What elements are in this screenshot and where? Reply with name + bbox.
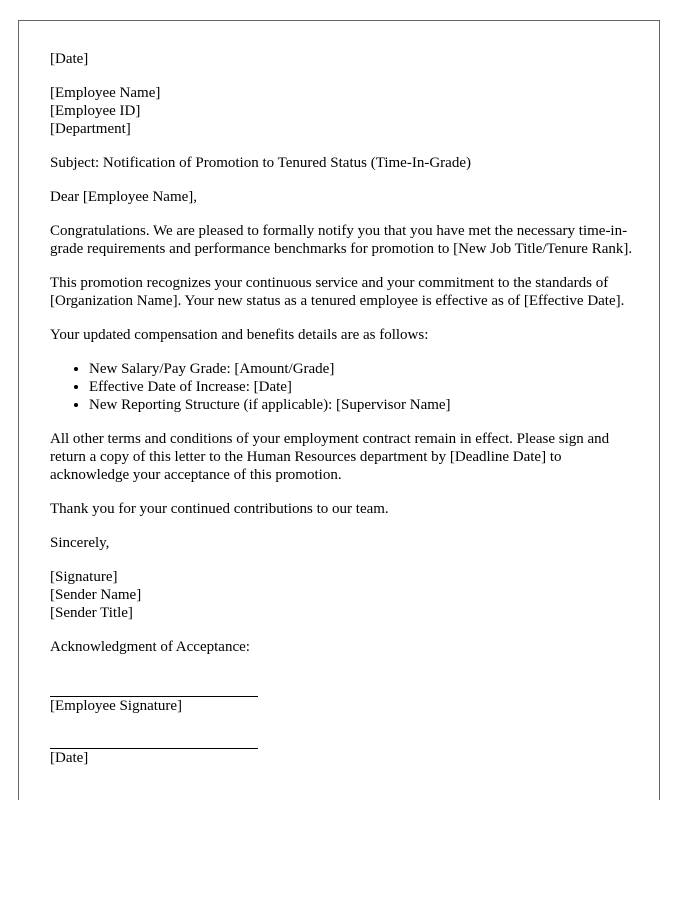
acknowledgment-heading: Acknowledgment of Acceptance: [50,639,250,655]
date-spacer [50,715,635,748]
sender-title: [Sender Title] [50,605,133,621]
sender-signature: [Signature] [50,569,118,585]
recipient-block [50,84,635,138]
details-list [50,360,635,414]
detail-salary: • New Salary/Pay Grade: [Amount/Grade] [89,360,635,378]
letter-page [18,20,660,800]
recipient-id: [Employee ID] [50,103,141,119]
signature-spacer [50,672,635,696]
letter-subject: Subject: Notification of Promotion to Tenured Status (Time-In-Grade) [50,155,471,171]
sender-name: [Sender Name] [50,587,142,603]
employee-signature-label: [Employee Signature] [50,698,183,714]
letter-date: [Date] [50,51,89,67]
paragraph-congratulations: Congratulations. We are pleased to formally notify you that you have met the necessary time-in-grade requirements and performance benchmarks for promotion to [New Job Title/Tenure Rank]. [50,223,633,257]
paragraph-thanks: Thank you for your continued contributions to our team. [50,501,389,517]
letter-body [50,50,635,767]
paragraph-terms: All other terms and conditions of your employment contract remain in effect. Please sign and return a copy of this letter to the Human Resources department by [Deadline Date] to acknowledge your acceptance of this promotion. [50,431,610,483]
letter-closing: Sincerely, [50,535,110,551]
recipient-name: [Employee Name] [50,85,161,101]
paragraph-details-intro: Your updated compensation and benefits details are as follows: [50,327,429,343]
paragraph-recognition: This promotion recognizes your continuous service and your commitment to the standards of [Organization Name]. Your new status as a tenured employee is effective as of [Effective Date]. [50,275,625,309]
detail-effective-date: • Effective Date of Increase: [Date] [89,378,635,396]
letter-salutation: Dear [Employee Name], [50,189,198,205]
sender-block [50,568,635,622]
recipient-department: [Department] [50,121,131,137]
acknowledgment-date-label: [Date] [50,750,89,766]
detail-reporting-structure: • New Reporting Structure (if applicable): [Supervisor Name] [89,396,635,414]
